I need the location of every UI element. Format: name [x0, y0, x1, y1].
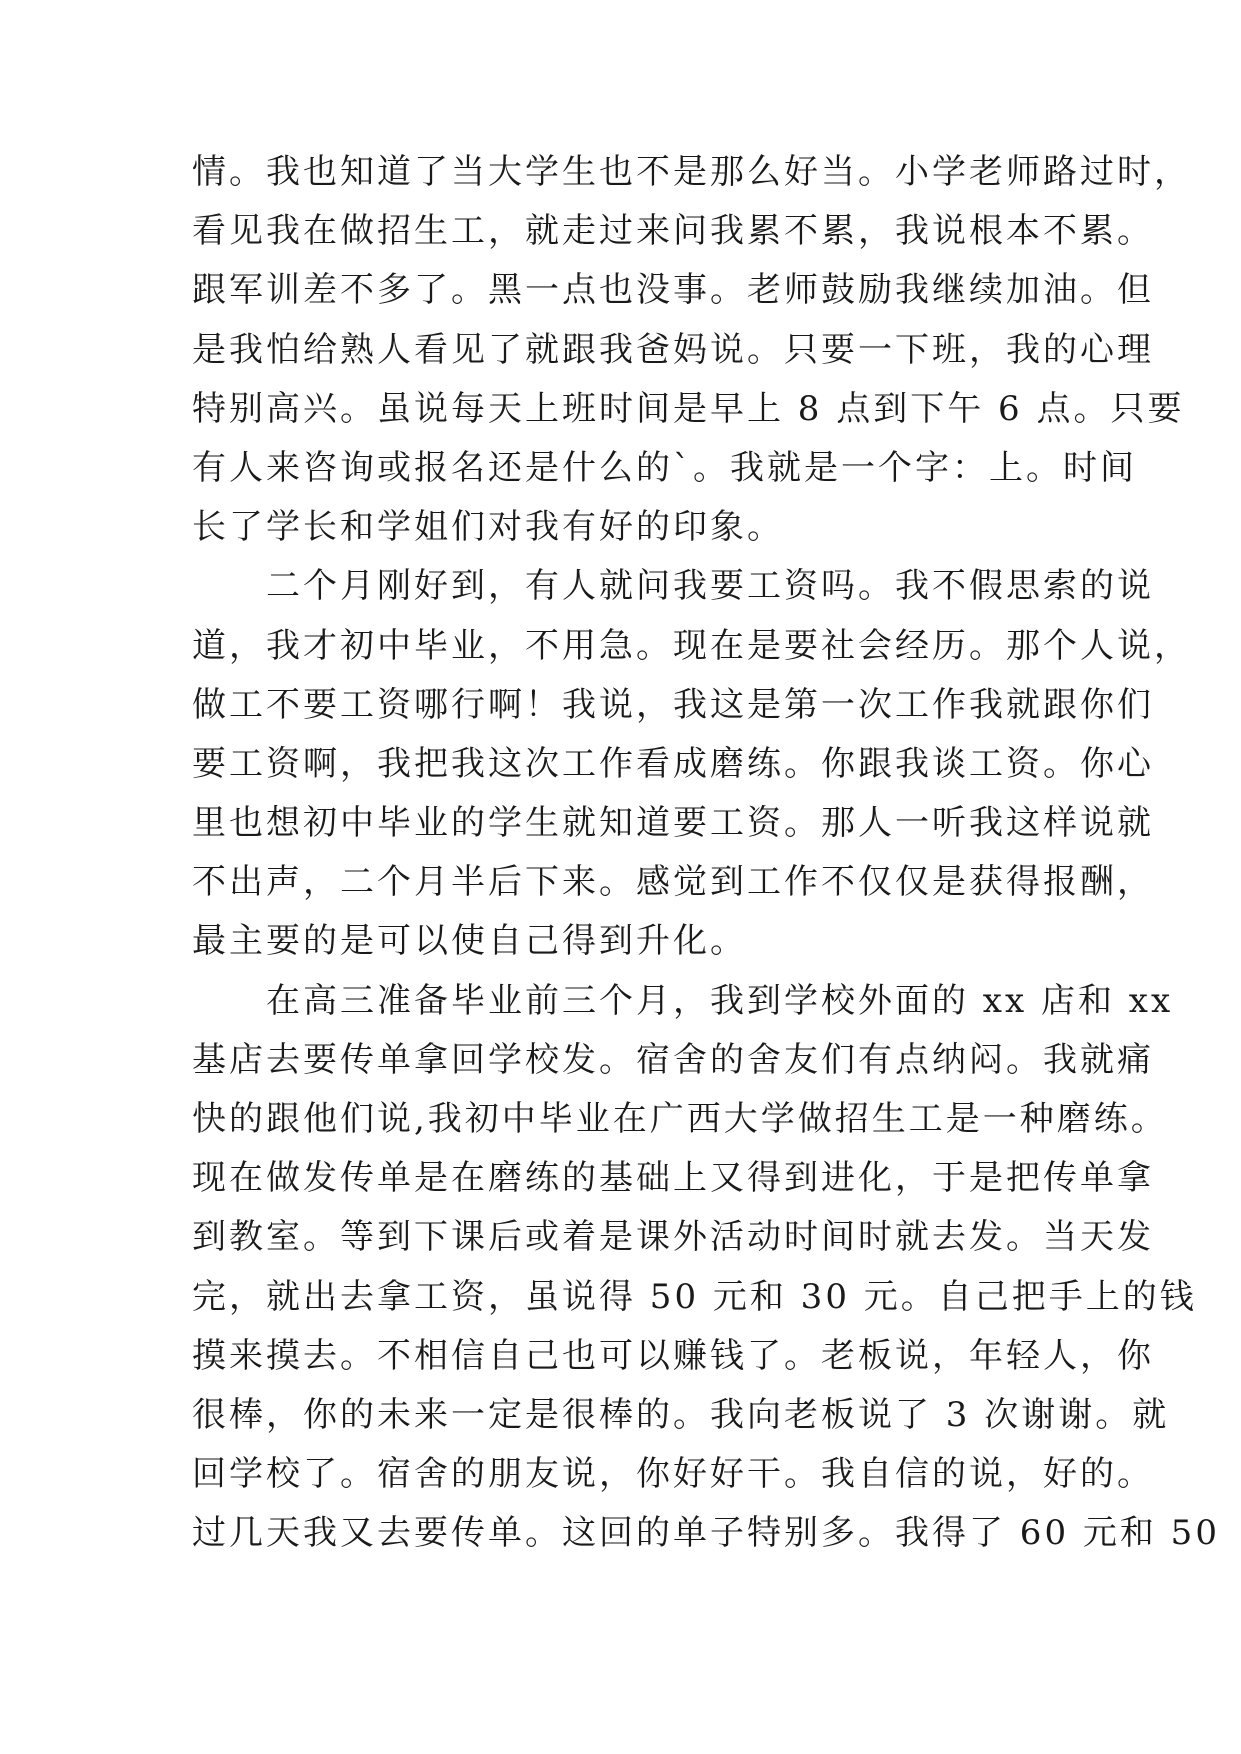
text-line: 在高三准备毕业前三个月，我到学校外面的 xx 店和 xx: [192, 980, 1174, 1021]
text-line: 看见我在做招生工，就走过来问我累不累，我说根本不累。: [192, 211, 1154, 252]
paragraph-2: [192, 557, 1191, 971]
text-line: 最主要的是可以使自己得到升化。: [192, 921, 747, 962]
text-line: 道，我才初中毕业，不用急。现在是要社会经历。那个人说，: [192, 625, 1191, 666]
text-line: 长了学长和学姐们对我有好的印象。: [192, 507, 784, 548]
paragraph-3: [192, 972, 1220, 1564]
text-line: 回学校了。宿舍的朋友说，你好好干。我自信的说，好的。: [192, 1454, 1154, 1495]
text-line: 基店去要传单拿回学校发。宿舍的舍友们有点纳闷。我就痛: [192, 1039, 1154, 1080]
text-line: 要工资啊，我把我这次工作看成磨练。你跟我谈工资。你心: [192, 743, 1154, 784]
text-line: 有人来咨询或报名还是什么的`。我就是一个字：上。时间: [192, 447, 1137, 488]
paragraph-1: [192, 143, 1191, 557]
text-line: 现在做发传单是在磨练的基础上又得到进化，于是把传单拿: [192, 1158, 1154, 1199]
text-line: 做工不要工资哪行啊！我说，我这是第一次工作我就跟你们: [192, 684, 1154, 725]
body-text: [192, 143, 1220, 1564]
text-line: 情。我也知道了当大学生也不是那么好当。小学老师路过时，: [192, 152, 1191, 192]
text-line: 快的跟他们说,我初中毕业在广西大学做招生工是一种磨练。: [192, 1099, 1168, 1139]
text-line: 不出声，二个月半后下来。感觉到工作不仅仅是获得报酬，: [192, 862, 1154, 903]
text-line: 里也想初中毕业的学生就知道要工资。那人一听我这样说就: [192, 803, 1154, 844]
text-line: 是我怕给熟人看见了就跟我爸妈说。只要一下班，我的心理: [192, 329, 1154, 370]
text-line: 到教室。等到下课后或着是课外活动时间时就去发。当天发: [192, 1217, 1154, 1258]
text-line: 跟军训差不多了。黑一点也没事。老师鼓励我继续加油。但: [192, 270, 1154, 311]
text-line: 二个月刚好到，有人就问我要工资吗。我不假思索的说: [192, 566, 1154, 607]
text-line: 很棒，你的未来一定是很棒的。我向老板说了 3 次谢谢。就: [192, 1394, 1170, 1435]
text-line: 摸来摸去。不相信自己也可以赚钱了。老板说，年轻人，你: [192, 1335, 1154, 1376]
text-line: 过几天我又去要传单。这回的单子特别多。我得了 60 元和 50: [192, 1513, 1220, 1554]
text-line: 完，就出去拿工资，虽说得 50 元和 30 元。自己把手上的钱: [192, 1276, 1197, 1317]
text-line: 特别高兴。虽说每天上班时间是早上 8 点到下午 6 点。只要: [192, 388, 1185, 429]
